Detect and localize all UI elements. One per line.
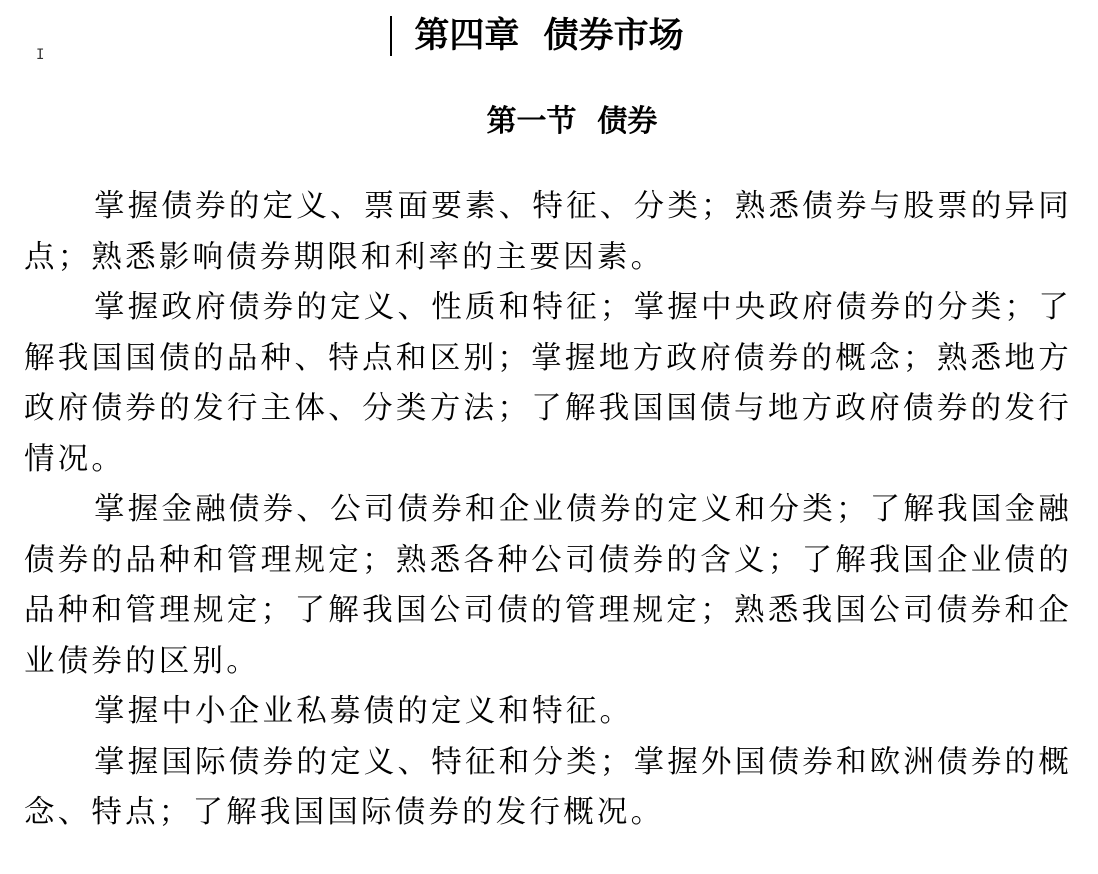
paragraph-bond-basics: 掌握债券的定义、票面要素、特征、分类；熟悉债券与股票的异同点；熟悉影响债券期限和利率的主要因素。 <box>24 189 1072 275</box>
section-title: 第一节 债券 <box>486 104 658 139</box>
paragraph-sme-private-bonds: 掌握中小企业私募债的定义和特征。 <box>94 694 634 729</box>
paragraph-international-bonds: 掌握国际债券的定义、特征和分类；掌握外国债券和欧洲债券的概念、特点；了解我国国际债券的发行概况。 <box>24 744 1072 830</box>
paragraph-government-bonds: 掌握政府债券的定义、性质和特征；掌握中央政府债券的分类；了解我国国债的品种、特点和区别；掌握地方政府债券的概念；熟悉地方政府债券的发行主体、分类方法；了解我国国债与地方政府债券的发行情况。 <box>24 290 1072 477</box>
text-cursor-icon: I <box>36 47 45 63</box>
paragraph-financial-corporate-bonds: 掌握金融债券、公司债券和企业债券的定义和分类；了解我国金融债券的品种和管理规定；熟悉各种公司债券的含义；了解我国企业债的品种和管理规定；了解我国公司债的管理规定；熟悉我国公司债券和企业债券的区别。 <box>24 492 1072 679</box>
body-text <box>24 182 1072 839</box>
chapter-title: 第四章 债券市场 <box>414 16 684 56</box>
